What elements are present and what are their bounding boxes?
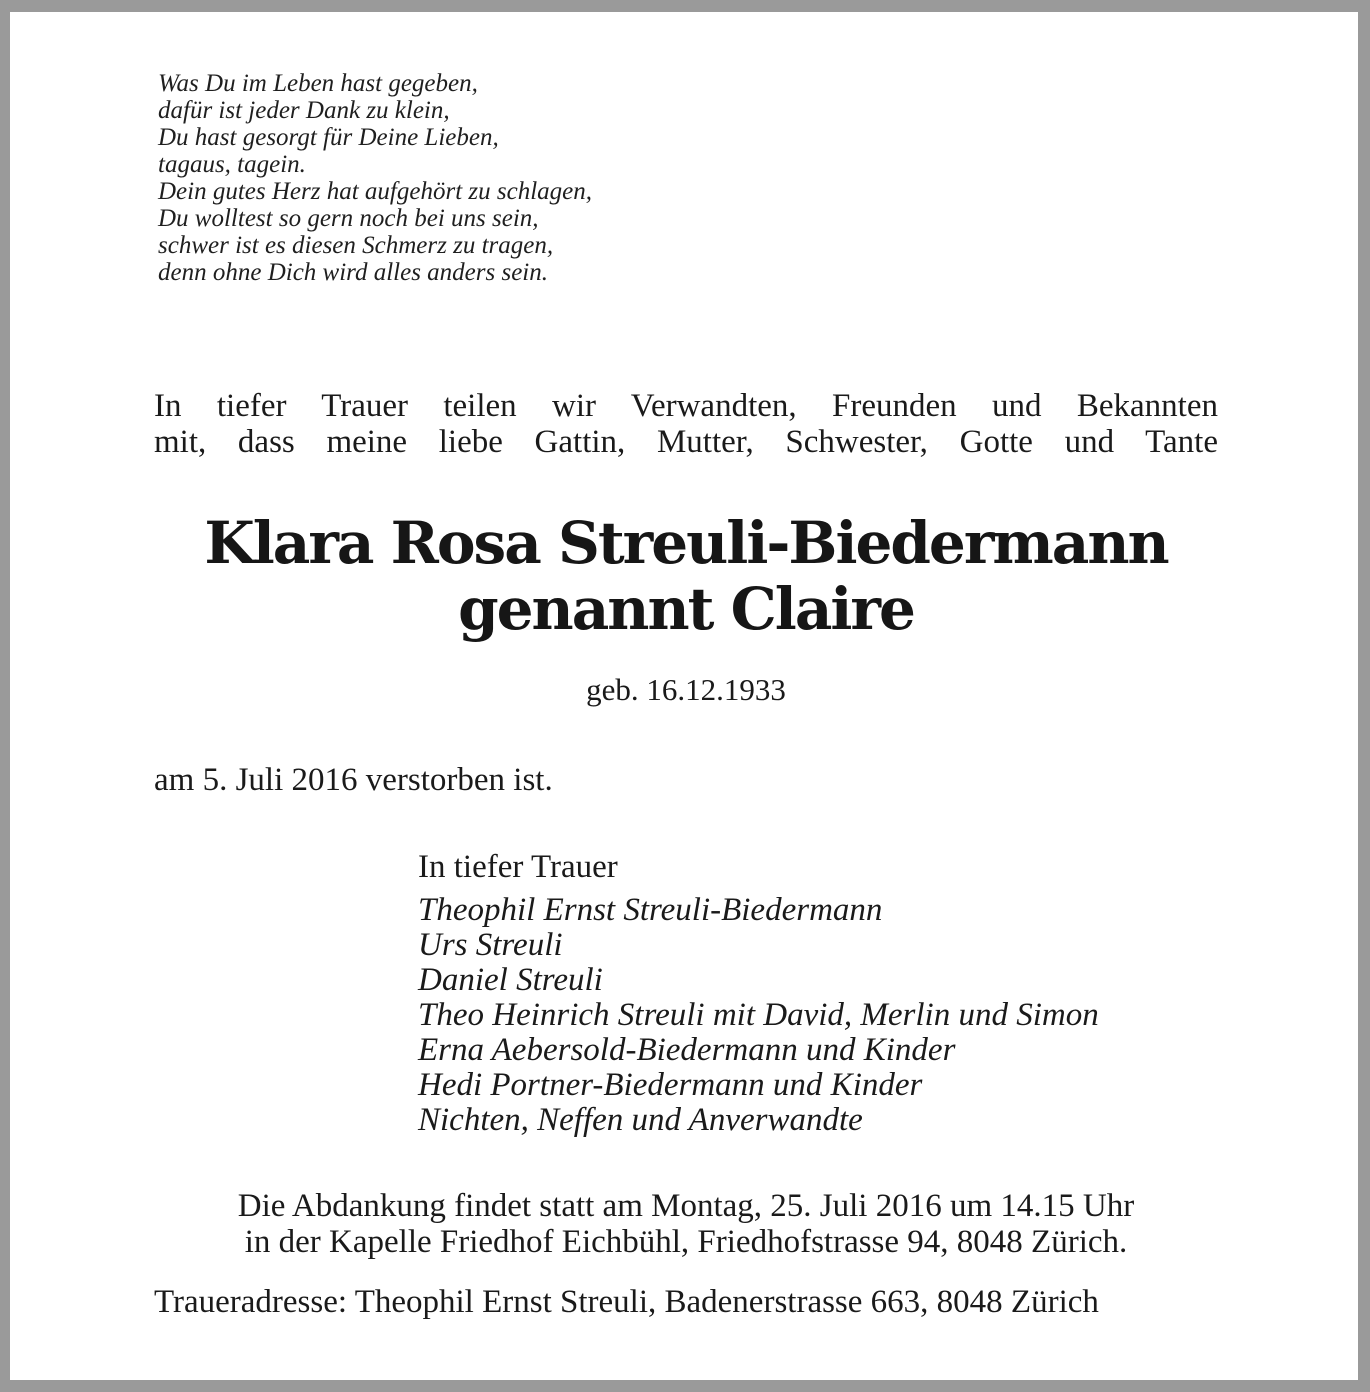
- mourners-header: In tiefer Trauer: [418, 849, 618, 885]
- mourners-list: [418, 893, 1099, 1138]
- service-line-2: in der Kapelle Friedhof Eichbühl, Friedhofstrasse 94, 8048 Zürich.: [244, 1224, 1128, 1260]
- poem-line: denn ohne Dich wird alles anders sein.: [158, 259, 549, 286]
- poem-line: Du hast gesorgt für Deine Lieben,: [158, 124, 499, 151]
- poem-line: Dein gutes Herz hat aufgehört zu schlagen,: [158, 178, 592, 205]
- deceased-name-block: [154, 510, 1218, 642]
- deceased-name: Klara Rosa Streuli-Biedermann: [204, 509, 1168, 577]
- deceased-nickname: genannt Claire: [458, 575, 914, 643]
- service-line-1: Die Abdankung findet statt am Montag, 25. Juli 2016 um 14.15 Uhr: [237, 1188, 1135, 1224]
- intro-line-2: mit, dass meine liebe Gattin, Mutter, Schwester, Gotte und Tante: [154, 424, 1218, 460]
- mourner-name: Hedi Portner-Biedermann und Kinder: [418, 1067, 923, 1103]
- funeral-service: [154, 1188, 1218, 1260]
- poem-line: Was Du im Leben hast gegeben,: [158, 70, 478, 97]
- poem-line: tagaus, tagein.: [158, 151, 306, 178]
- birth-date: geb. 16.12.1933: [586, 672, 786, 707]
- intro-text: [154, 388, 1218, 460]
- mourning-address: Traueradresse: Theophil Ernst Streuli, Badenerstrasse 663, 8048 Zürich: [154, 1284, 1099, 1320]
- mourner-name: Urs Streuli: [418, 927, 563, 963]
- poem-line: schwer ist es diesen Schmerz zu tragen,: [158, 232, 554, 259]
- mourners-block: [418, 850, 1099, 1138]
- poem-line: Du wolltest so gern noch bei uns sein,: [158, 205, 539, 232]
- mourner-name: Nichten, Neffen und Anverwandte: [418, 1102, 863, 1138]
- mourner-name: Daniel Streuli: [418, 962, 603, 998]
- mourner-name: Theophil Ernst Streuli-Biedermann: [418, 892, 883, 928]
- death-notice: am 5. Juli 2016 verstorben ist.: [154, 762, 553, 798]
- intro-line-1: In tiefer Trauer teilen wir Verwandten, Freunden und Bekannten: [154, 388, 1218, 424]
- poem-line: dafür ist jeder Dank zu klein,: [158, 97, 450, 124]
- poem: [158, 70, 592, 286]
- mourner-name: Erna Aebersold-Biedermann und Kinder: [418, 1032, 956, 1068]
- mourner-name: Theo Heinrich Streuli mit David, Merlin und Simon: [418, 997, 1099, 1033]
- obituary-notice: [10, 12, 1358, 1380]
